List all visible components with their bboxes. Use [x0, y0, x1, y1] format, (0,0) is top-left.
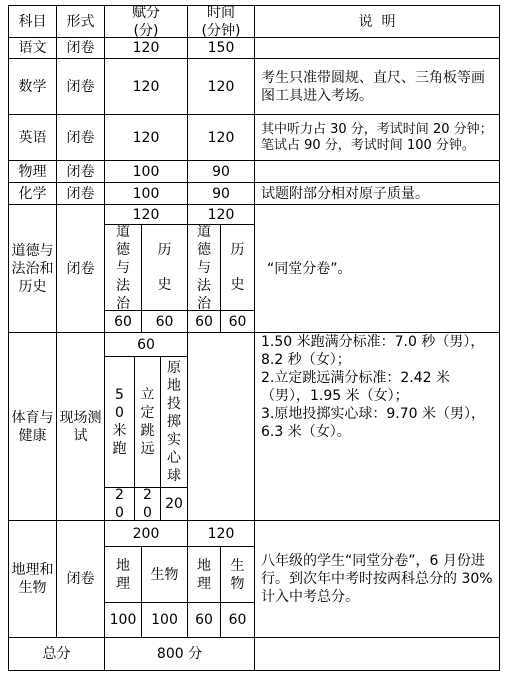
chemistry-time: 90 — [188, 183, 255, 205]
header-form: 形式 — [57, 5, 105, 38]
pe-note-line1: 1.50 米跑满分标准：7.0 秒（男），8.2 秒（女）； — [261, 334, 485, 368]
header-score: 赋分 (分) — [105, 5, 188, 38]
score-history-name: 历 史 — [142, 225, 188, 311]
header-time: 时间 (分钟) — [188, 5, 255, 38]
score-geo-name: 地 理 — [105, 547, 142, 603]
time-morality-name: 道 德 与 法 治 — [188, 225, 221, 311]
math-subject: 数学 — [8, 59, 57, 115]
math-form: 闭卷 — [57, 59, 105, 115]
morality-history-score-total: 120 — [105, 205, 188, 225]
chemistry-score: 100 — [105, 183, 188, 205]
time-history: 60 — [221, 311, 255, 333]
morality-history-form: 闭卷 — [57, 205, 105, 333]
score-morality: 60 — [105, 311, 142, 333]
physics-score: 100 — [105, 161, 188, 183]
pe-item-50m-score: 2 0 — [105, 488, 135, 521]
physics-form: 闭卷 — [57, 161, 105, 183]
score-geo: 100 — [105, 603, 142, 638]
time-history-name: 历 史 — [221, 225, 255, 311]
geo-bio-score-total: 200 — [105, 521, 188, 547]
pe-item-throw-score: 20 — [161, 488, 188, 521]
chemistry-subject: 化学 — [8, 183, 57, 205]
pe-item-jump-score: 2 0 — [135, 488, 161, 521]
header-subject: 科目 — [8, 5, 57, 38]
pe-note-line3: 3.原地投掷实心球：9.70 米（男），6.3 米（女）。 — [261, 406, 485, 440]
pe-form: 现场测试 — [57, 333, 105, 521]
english-score: 120 — [105, 115, 188, 161]
physics-note — [255, 161, 500, 183]
chinese-form: 闭卷 — [57, 38, 105, 59]
pe-item-jump-name: 立 定 跳 远 — [135, 357, 161, 488]
chinese-score: 120 — [105, 38, 188, 59]
chinese-time: 150 — [188, 38, 255, 59]
pe-time-empty — [188, 333, 255, 521]
english-note: 其中听力占 30 分，考试时间 20 分钟；笔试占 90 分，考试时间 100 分钟。 — [255, 115, 500, 161]
total-value: 800 分 — [105, 638, 255, 671]
english-subject: 英语 — [8, 115, 57, 161]
chemistry-note: 试题附部分相对原子质量。 — [255, 183, 500, 205]
pe-subject: 体育与健康 — [8, 333, 57, 521]
score-morality-name: 道 德 与 法 治 — [105, 225, 142, 311]
chinese-note — [255, 38, 500, 59]
morality-history-note: “同堂分卷”。 — [255, 205, 500, 333]
pe-item-50m-name: 5 0 米 跑 — [105, 357, 135, 488]
pe-note-line2: 2.立定跳远满分标准：2.42 米（男），1.95 米（女）； — [261, 370, 450, 404]
geo-bio-form: 闭卷 — [57, 521, 105, 638]
pe-note — [255, 333, 500, 521]
score-history: 60 — [142, 311, 188, 333]
time-geo: 60 — [188, 603, 221, 638]
morality-history-time-total: 120 — [188, 205, 255, 225]
score-bio: 100 — [142, 603, 188, 638]
pe-item-throw-name: 原 地 投 掷 实 心 球 — [161, 357, 188, 488]
geo-bio-time-total: 120 — [188, 521, 255, 547]
math-time: 120 — [188, 59, 255, 115]
math-score: 120 — [105, 59, 188, 115]
physics-subject: 物理 — [8, 161, 57, 183]
total-label: 总分 — [8, 638, 105, 671]
pe-score-total: 60 — [105, 333, 188, 357]
physics-time: 90 — [188, 161, 255, 183]
total-note-empty — [255, 638, 500, 671]
score-bio-name: 生物 — [142, 547, 188, 603]
english-time: 120 — [188, 115, 255, 161]
english-form: 闭卷 — [57, 115, 105, 161]
exam-schedule-table — [8, 5, 500, 671]
time-morality: 60 — [188, 311, 221, 333]
geo-bio-subject: 地理和生物 — [8, 521, 57, 638]
time-bio: 60 — [221, 603, 255, 638]
chinese-subject: 语文 — [8, 38, 57, 59]
geo-bio-note: 八年级的学生“同堂分卷”，6 月份进行。到次年中考时按两科总分的 30%计入中考总分。 — [255, 521, 500, 638]
math-note: 考生只准带圆规、直尺、三角板等画图工具进入考场。 — [255, 59, 500, 115]
morality-history-subject: 道德与法治和历史 — [8, 205, 57, 333]
chemistry-form: 闭卷 — [57, 183, 105, 205]
time-bio-name: 生 物 — [221, 547, 255, 603]
header-note: 说 明 — [255, 5, 500, 38]
time-geo-name: 地 理 — [188, 547, 221, 603]
